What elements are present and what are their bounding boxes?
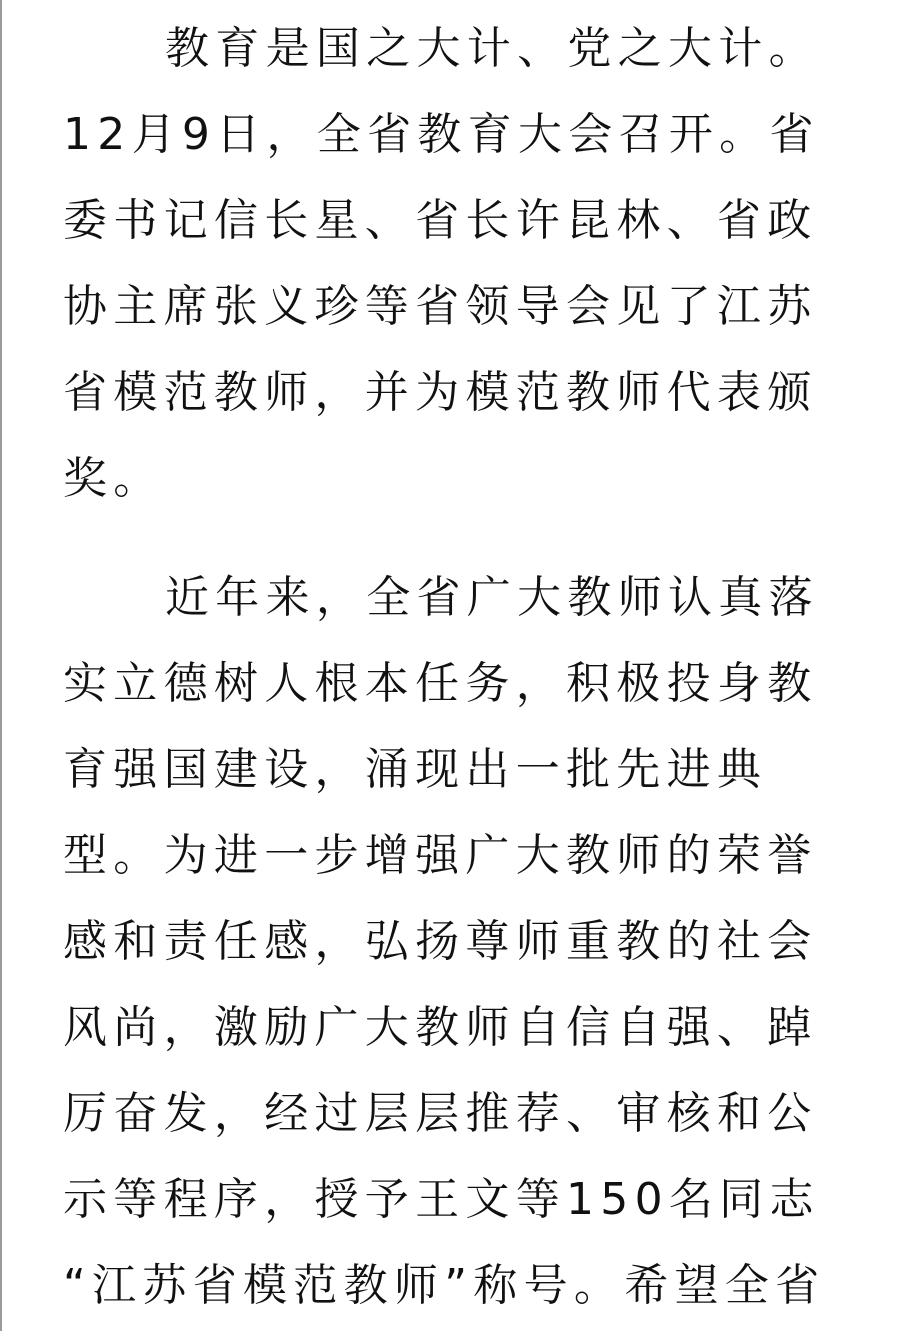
text-line: 委书记信长星、省长许昆林、省政	[63, 195, 818, 246]
text-line: 12月9日，全省教育大会召开。省	[63, 109, 820, 160]
text-line: 教育是国之大计、党之大计。	[165, 23, 819, 74]
text-line: 厉奋发，经过层层推荐、审核和公	[63, 1088, 818, 1139]
text-line: 风尚，激励广大教师自信自强、踔	[63, 1002, 818, 1053]
text-line: “江苏省模范教师”称号。希望全省	[63, 1260, 826, 1311]
text-line: 协主席张义珍等省领导会见了江苏	[63, 281, 818, 332]
text-line: 育强国建设，涌现出一批先进典	[63, 744, 768, 795]
text-line: 型。为进一步增强广大教师的荣誉	[63, 830, 818, 881]
text-line: 示等程序，授予王文等150名同志	[63, 1174, 820, 1225]
text-line: 奖。	[63, 453, 164, 504]
text-line: 感和责任感，弘扬尊师重教的社会	[63, 916, 818, 967]
text-line: 近年来，全省广大教师认真落	[165, 572, 819, 623]
text-line: 省模范教师，并为模范教师代表颁	[63, 367, 818, 418]
text-line: 实立德树人根本任务，积极投身教	[63, 658, 818, 709]
